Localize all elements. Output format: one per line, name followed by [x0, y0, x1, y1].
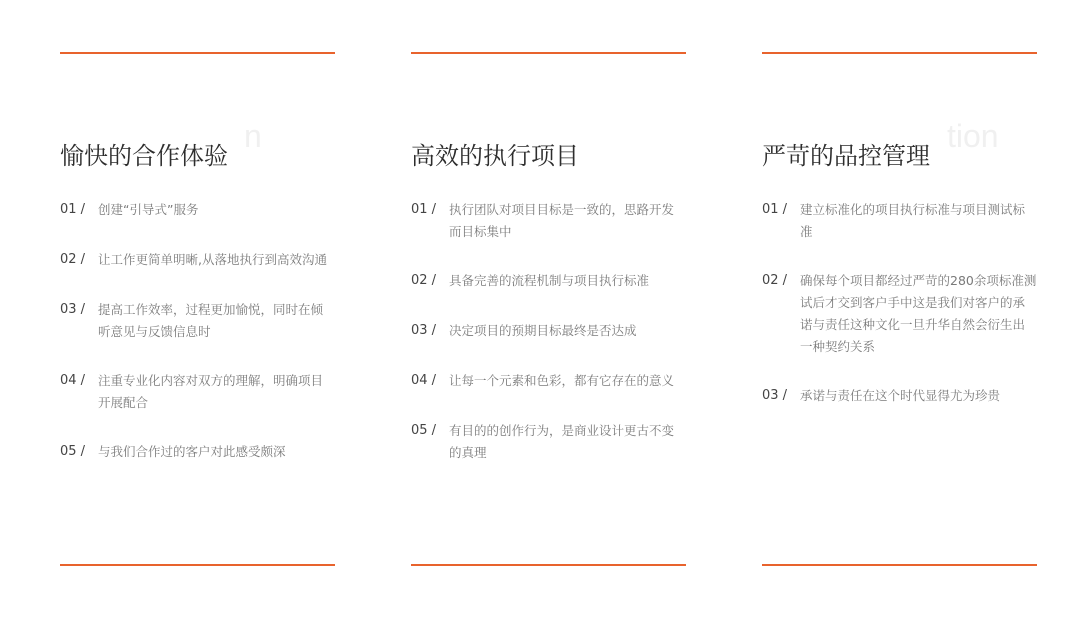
item-text: 让工作更简单明晰,从落地执行到高效沟通	[98, 252, 327, 267]
item-text: 具备完善的流程机制与项目执行标准	[449, 273, 650, 288]
column-title: 高效的执行项目	[411, 141, 579, 170]
feature-column-3	[762, 0, 1037, 638]
item-number: 01 /	[60, 202, 86, 217]
item-number: 02 /	[60, 252, 86, 267]
list-item	[762, 269, 1037, 358]
list-item	[411, 269, 686, 293]
item-number: 03 /	[60, 302, 86, 317]
feature-list	[411, 198, 686, 490]
column-title: 愉快的合作体验	[60, 141, 228, 170]
bottom-divider	[411, 564, 686, 566]
item-text: 提高工作效率，过程更加愉悦，同时在倾听意见与反馈信息时	[98, 302, 324, 339]
top-divider	[411, 52, 686, 54]
column-title: 严苛的品控管理	[762, 141, 930, 170]
item-number: 05 /	[60, 444, 86, 459]
item-number: 01 /	[411, 202, 437, 217]
column-header	[411, 116, 686, 170]
list-item	[60, 440, 335, 464]
top-divider	[762, 52, 1037, 54]
list-item	[411, 319, 686, 343]
list-item	[762, 198, 1037, 243]
list-item	[60, 369, 335, 414]
item-number: 04 /	[60, 373, 86, 388]
list-item	[60, 198, 335, 222]
item-text: 建立标准化的项目执行标准与项目测试标准	[800, 202, 1026, 239]
feature-list	[60, 198, 335, 490]
ghost-title-text: n	[244, 118, 262, 154]
item-number: 03 /	[411, 323, 437, 338]
item-number: 05 /	[411, 423, 437, 438]
list-item	[60, 248, 335, 272]
column-header	[60, 116, 335, 170]
item-text: 决定项目的预期目标最终是否达成	[449, 323, 637, 338]
list-item	[60, 298, 335, 343]
feature-list	[762, 198, 1037, 434]
item-text: 承诺与责任在这个时代显得尤为珍贵	[800, 388, 1001, 403]
item-number: 01 /	[762, 202, 788, 217]
item-text: 创建“引导式”服务	[98, 202, 199, 217]
item-text: 确保每个项目都经过严苛的280余项标准测试后才交到客户手中这是我们对客户的承诺与责任这种文化一旦升华自然会衍生出一种契约关系	[800, 273, 1037, 354]
column-header	[762, 116, 1037, 170]
item-text: 执行团队对项目目标是一致的，思路开发而目标集中	[449, 202, 675, 239]
item-text: 让每一个元素和色彩，都有它存在的意义	[449, 373, 675, 388]
item-number: 04 /	[411, 373, 437, 388]
item-text: 有目的的创作行为，是商业设计更古不变的真理	[449, 423, 675, 460]
item-number: 02 /	[762, 273, 788, 288]
list-item	[411, 419, 686, 464]
bottom-divider	[60, 564, 335, 566]
list-item	[411, 369, 686, 393]
feature-column-2	[411, 0, 686, 638]
top-divider	[60, 52, 335, 54]
item-number: 03 /	[762, 388, 788, 403]
item-text: 与我们合作过的客户对此感受颇深	[98, 444, 286, 459]
bottom-divider	[762, 564, 1037, 566]
ghost-title-text: tion	[947, 118, 999, 154]
list-item	[762, 384, 1037, 408]
item-text: 注重专业化内容对双方的理解，明确项目开展配合	[98, 373, 324, 410]
feature-column-1	[60, 0, 335, 638]
list-item	[411, 198, 686, 243]
item-number: 02 /	[411, 273, 437, 288]
